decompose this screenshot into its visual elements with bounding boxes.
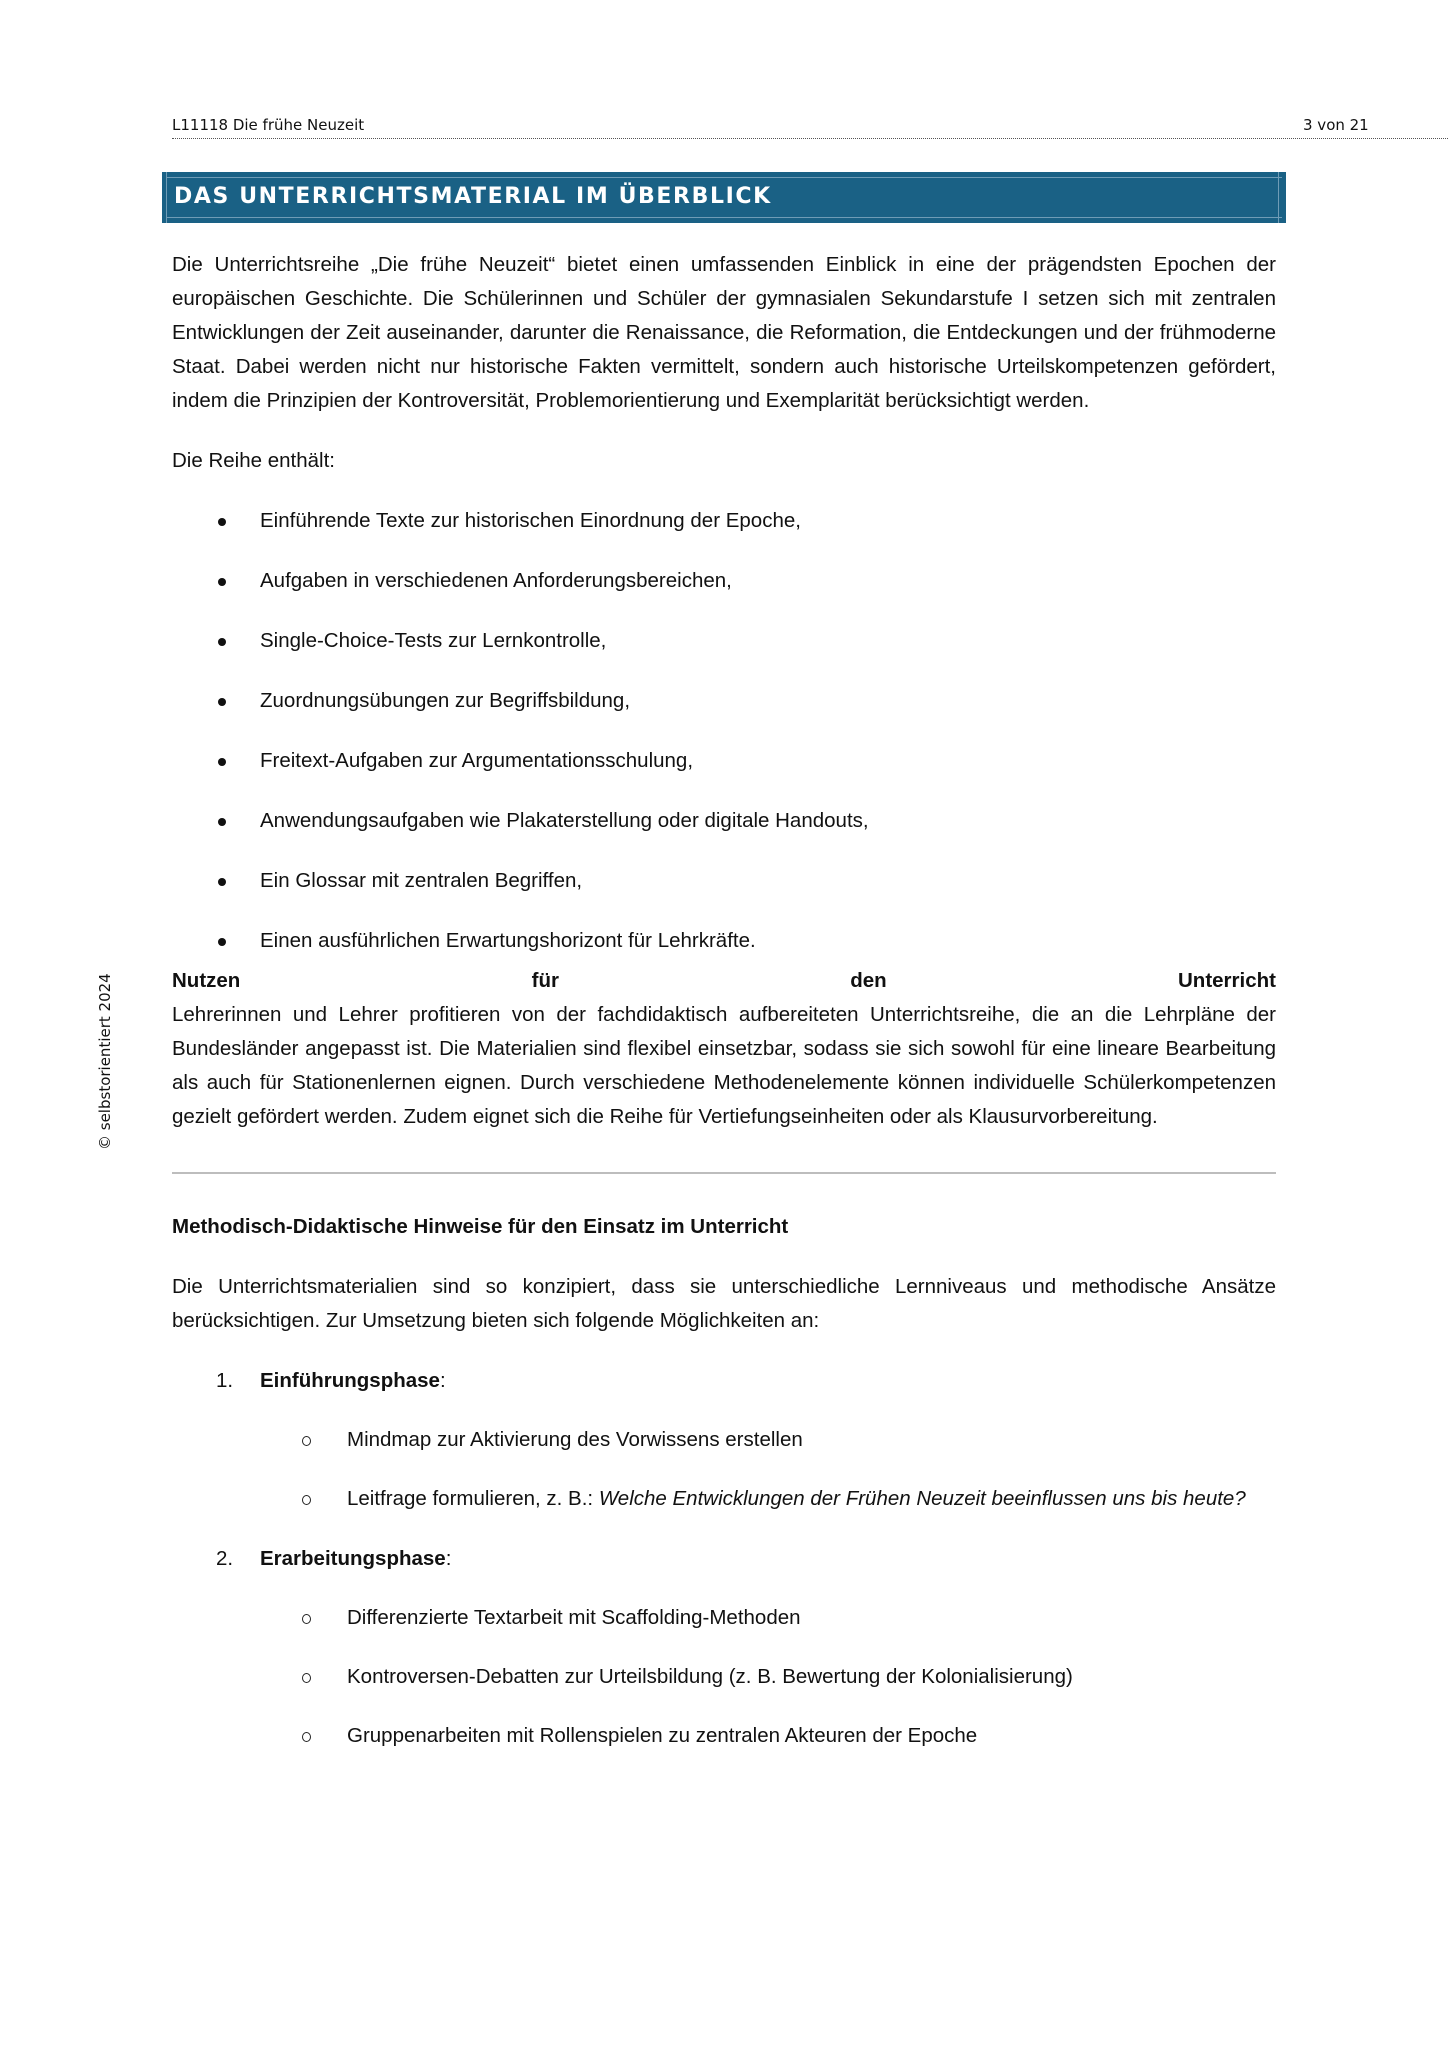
phase-number: 2. <box>216 1547 234 1570</box>
circle-bullet-icon <box>302 1673 311 1683</box>
circle-bullet-icon <box>302 1495 311 1505</box>
methods-heading: Methodisch-Didaktische Hinweise für den Einsatz im Unterricht <box>172 1215 789 1238</box>
list-item: Ein Glossar mit zentralen Begriffen, <box>172 864 1276 924</box>
phase-item: 2. Erarbeitungsphase: <box>172 1542 1276 1576</box>
methods-intro: Die Unterrichtsmaterialien sind so konzipiert, dass sie unterschiedliche Lernniveaus und methodische Ansätze berücksichtigen. Zur Umsetzung bieten sich folgende Möglichkeiten an: <box>172 1275 1276 1332</box>
list-item: Anwendungsaufgaben wie Plakaterstellung oder digitale Handouts, <box>172 804 1276 864</box>
bullet-icon <box>218 578 226 586</box>
sublist-item: Leitfrage formulieren, z. B.: Welche Entwicklungen der Frühen Neuzeit beeinflussen uns bis heute? <box>172 1482 1276 1516</box>
page-indicator: 3 von 21 <box>1303 116 1369 134</box>
bullet-icon <box>218 638 226 646</box>
sublist-item: Kontroversen-Debatten zur Urteilsbildung (z. B. Bewertung der Kolonialisierung) <box>172 1660 1276 1694</box>
bullet-icon <box>218 758 226 766</box>
circle-bullet-icon <box>302 1732 311 1742</box>
phase-item: 1. Einführungsphase: <box>172 1364 1276 1398</box>
list-item: Aufgaben in verschiedenen Anforderungsbereichen, <box>172 564 1276 624</box>
sublist-item: Differenzierte Textarbeit mit Scaffolding-Methoden <box>172 1601 1276 1635</box>
circle-bullet-icon <box>302 1436 311 1446</box>
sublist-item: Gruppenarbeiten mit Rollenspielen zu zentralen Akteuren der Epoche <box>172 1719 1276 1753</box>
bullet-icon <box>218 938 226 946</box>
section-divider <box>172 1172 1276 1174</box>
list-item: Zuordnungsübungen zur Begriffsbildung, <box>172 684 1276 744</box>
list-item: Single-Choice-Tests zur Lernkontrolle, <box>172 624 1276 684</box>
header-divider <box>172 138 1448 139</box>
phase-sublist <box>172 1601 1276 1753</box>
list-item: Einführende Texte zur historischen Einordnung der Epoche, <box>172 504 1276 564</box>
main-content <box>172 248 1276 1753</box>
phase-label: Erarbeitungsphase <box>260 1547 446 1570</box>
document-title: L11118 Die frühe Neuzeit <box>172 116 365 134</box>
guiding-question: Welche Entwicklungen der Frühen Neuzeit beeinflussen uns bis heute? <box>598 1487 1246 1510</box>
section-banner <box>162 172 1286 223</box>
intro-paragraph: Die Unterrichtsreihe „Die frühe Neuzeit“ bietet einen umfassenden Einblick in eine der prägendsten Epochen der europäischen Geschichte. Die Schülerinnen und Schüler der gymnasialen Sekundarstufe I setzen sich mit zentralen Entwicklungen der Zeit auseinander, darunter die Renaissance, die Reformation, die Entdeckungen und der frühmoderne Staat. Dabei werden nicht nur historische Fakten vermittelt, sondern auch historische Urteilskompetenzen gefördert, indem die Prinzipien der Kontroversität, Problemorientierung und Exemplarität berücksichtigt werden. <box>172 253 1276 412</box>
benefit-paragraph: Lehrerinnen und Lehrer profitieren von der fachdidaktisch aufbereiteten Unterrichtsreihe, die an die Lehrpläne der Bundesländer angepasst ist. Die Materialien sind flexibel einsetzbar, sodass sie sich sowohl für eine lineare Bearbeitung als auch für Stationenlernen eignen. Durch verschiedene Methodenelemente können individuelle Schülerkompetenzen gezielt gefördert werden. Zudem eignet sich die Reihe für Vertiefungseinheiten oder als Klausurvorbereitung. <box>172 1003 1276 1128</box>
bullet-icon <box>218 518 226 526</box>
sublist-item: Mindmap zur Aktivierung des Vorwissens erstellen <box>172 1423 1276 1457</box>
contents-list <box>172 504 1276 964</box>
benefit-heading: Nutzen für den Unterricht <box>172 969 1276 992</box>
copyright-notice: © selbstorientiert 2024 <box>96 973 114 1150</box>
phase-label: Einführungsphase <box>260 1369 440 1392</box>
bullet-icon <box>218 818 226 826</box>
circle-bullet-icon <box>302 1614 311 1624</box>
contents-lead: Die Reihe enthält: <box>172 449 335 472</box>
section-title: DAS UNTERRICHTSMATERIAL IM ÜBERBLICK <box>174 184 772 209</box>
bullet-icon <box>218 698 226 706</box>
list-item: Einen ausführlichen Erwartungshorizont für Lehrkräfte. <box>172 924 1276 964</box>
phase-number: 1. <box>216 1369 234 1392</box>
bullet-icon <box>218 878 226 886</box>
phase-sublist <box>172 1423 1276 1516</box>
list-item: Freitext-Aufgaben zur Argumentationsschulung, <box>172 744 1276 804</box>
page-header <box>172 114 1448 138</box>
